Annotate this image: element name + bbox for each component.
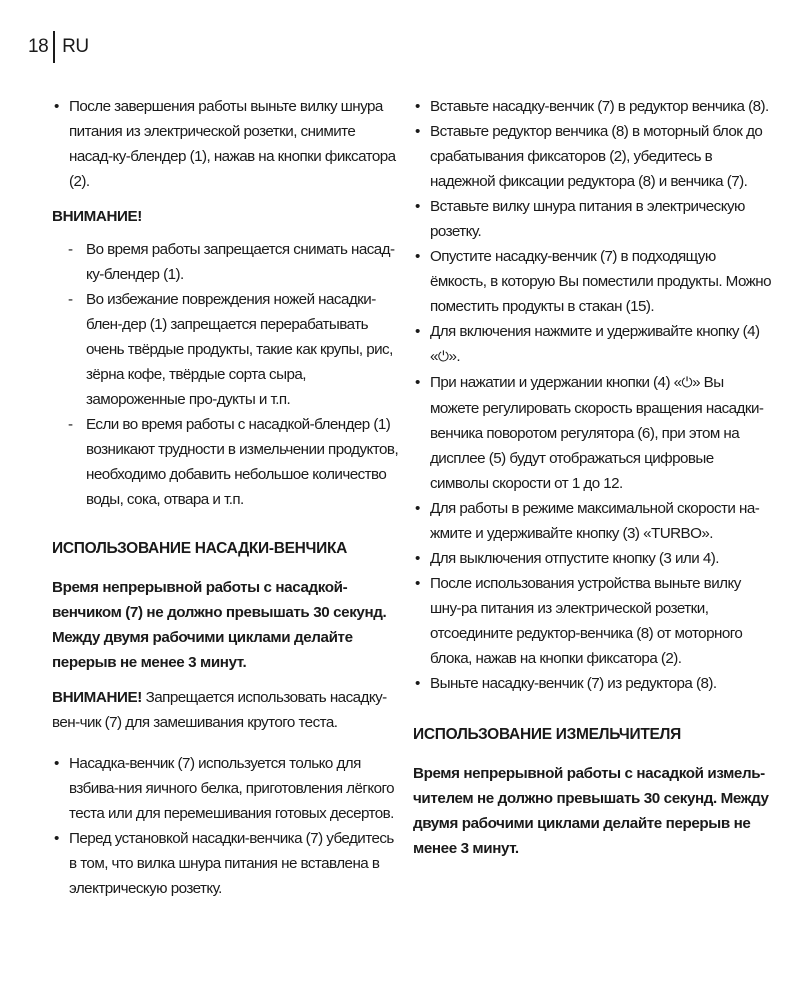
list-item-text: Для включения нажмите и удерживайте кнопку (4) « (430, 323, 760, 365)
list-item: - Если во время работы с насадкой-блендер (1) возникают трудности в измельчении продуктов, необходимо добавить небольшое количество воды, сока, отвара и т.п. (68, 412, 402, 512)
list-item: • Для выключения отпустите кнопку (3 или 4). (413, 546, 771, 571)
list-item: • Вставьте вилку шнура питания в электрическую розетку. (413, 194, 771, 244)
intro-list (52, 94, 402, 194)
whisk-usage-list (52, 751, 402, 901)
list-item: • Вставьте насадку-венчик (7) в редуктор венчика (8). (413, 94, 771, 119)
header-divider (53, 31, 55, 63)
warning-text: Запрещается использовать насадку-вен-чик (7) для замешивания крутого теста. (52, 689, 387, 731)
list-item: • Перед установкой насадки-венчика (7) убедитесь в том, что вилка шнура питания не вставлена в электрическую розетку. (52, 826, 402, 901)
list-item (413, 370, 771, 496)
page-number: 18 (28, 36, 49, 57)
list-item: • После использования устройства выньте вилку шну-ра питания из электрической розетки, отсоедините редуктор-венчика (8) от моторного блока, нажав на кнопки фиксатора (2). (413, 571, 771, 671)
list-item: • Вставьте редуктор венчика (8) в моторный блок до срабатывания фиксаторов (2), убедитесь в надежной фиксации редуктора (8) и венчика (7). (413, 119, 771, 194)
right-column (413, 94, 771, 871)
language-code: RU (62, 36, 89, 57)
list-item: • Выньте насадку-венчик (7) из редуктора (8). (413, 671, 771, 696)
whisk-dough-warning (52, 685, 402, 735)
list-item: - Во избежание повреждения ножей насадки-блен-дер (1) запрещается перерабатывать очень твёрдые продукты, такие как крупы, рис, зёрна кофе, твёрдые сорта сыра, замороженные про-дукты и т.п. (68, 287, 402, 412)
list-item: • Для работы в режиме максимальной скорости на-жмите и удерживайте кнопку (3) «TURBO». (413, 496, 771, 546)
list-item (413, 319, 771, 370)
section-title-whisk: ИСПОЛЬЗОВАНИЕ НАСАДКИ-ВЕНЧИКА (52, 540, 348, 557)
power-icon: ⏻ (681, 375, 693, 391)
chopper-time-limit-notice: Время непрерывной работы с насадкой измель-чителем не должно превышать 30 секунд. Между двумя рабочими циклами делайте перерыв не менее 3 минут. (413, 765, 769, 857)
list-item-text: » Вы можете регулировать скорость вращения насадки-венчика поворотом регулятора (6), при этом на дисплее (5) будут отображаться цифровые символы скорости от 1 до 12. (430, 374, 764, 492)
left-column (52, 94, 402, 901)
whisk-time-limit-notice: Время непрерывной работы с насадкой-венчиком (7) не должно превышать 30 секунд. Между двумя рабочими циклами делайте перерыв не менее 3 минут. (52, 579, 387, 671)
list-item: • Опустите насадку-венчик (7) в подходящую ёмкость, в которую Вы поместили продукты. Можно поместить продукты в стакан (15). (413, 244, 771, 319)
list-item: • После завершения работы выньте вилку шнура питания из электрической розетки, снимите насад-ку-блендер (1), нажав на кнопки фиксатора (2). (52, 94, 402, 194)
whisk-steps-list (413, 94, 771, 696)
list-item-text: При нажатии и удержании кнопки (4) « (430, 374, 682, 391)
warning-dash-list (68, 237, 402, 512)
list-item: - Во время работы запрещается снимать насад-ку-блендер (1). (68, 237, 402, 287)
section-title-chopper: ИСПОЛЬЗОВАНИЕ ИЗМЕЛЬЧИТЕЛЯ (413, 726, 681, 743)
warning-heading: ВНИМАНИЕ! (52, 208, 142, 225)
power-icon: ⏻ (437, 349, 449, 365)
list-item-text: ». (448, 348, 461, 365)
warning-label: ВНИМАНИЕ! (52, 689, 142, 706)
list-item: • Насадка-венчик (7) используется только для взбива-ния яичного белка, приготовления лёгкого теста или для перемешивания готовых десертов. (52, 751, 402, 826)
page-header (28, 30, 89, 64)
